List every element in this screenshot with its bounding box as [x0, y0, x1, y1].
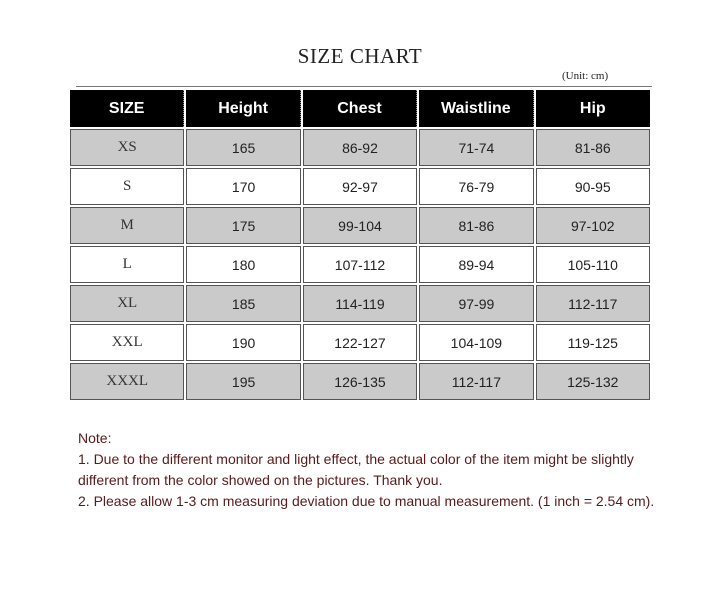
chest-cell: 126-135 — [303, 363, 417, 400]
size-chart-table — [68, 88, 652, 402]
note-section — [78, 428, 658, 512]
hip-cell: 90-95 — [536, 168, 650, 205]
size-cell: XXL — [70, 324, 184, 361]
size-cell: XL — [70, 285, 184, 322]
table-row — [70, 246, 650, 283]
note-item-color: 1. Due to the different monitor and light effect, the actual color of the item might be slightly different from the color showed on the pictures. Thank you. — [78, 451, 634, 488]
header-waistline: Waistline — [419, 90, 533, 127]
chest-cell: 99-104 — [303, 207, 417, 244]
waistline-cell: 112-117 — [419, 363, 533, 400]
size-cell: XXXL — [70, 363, 184, 400]
table-row — [70, 324, 650, 361]
hip-cell: 97-102 — [536, 207, 650, 244]
hip-cell: 119-125 — [536, 324, 650, 361]
waistline-cell: 104-109 — [419, 324, 533, 361]
height-cell: 195 — [186, 363, 300, 400]
waistline-cell: 76-79 — [419, 168, 533, 205]
table-row — [70, 207, 650, 244]
height-cell: 170 — [186, 168, 300, 205]
height-cell: 185 — [186, 285, 300, 322]
note-item-measurement: 2. Please allow 1-3 cm measuring deviation due to manual measurement. (1 inch = 2.54 cm). — [78, 493, 655, 509]
hip-cell: 125-132 — [536, 363, 650, 400]
header-hip: Hip — [536, 90, 650, 127]
chest-cell: 92-97 — [303, 168, 417, 205]
waistline-cell: 97-99 — [419, 285, 533, 322]
table-row — [70, 129, 650, 166]
hip-cell: 81-86 — [536, 129, 650, 166]
height-cell: 175 — [186, 207, 300, 244]
unit-label: (Unit: cm) — [562, 70, 609, 82]
waistline-cell: 89-94 — [419, 246, 533, 283]
chest-cell: 122-127 — [303, 324, 417, 361]
size-cell: S — [70, 168, 184, 205]
header-size: SIZE — [70, 90, 184, 127]
waistline-cell: 81-86 — [419, 207, 533, 244]
table-header-row — [70, 90, 650, 127]
note-heading: Note: — [78, 430, 112, 446]
size-cell: XS — [70, 129, 184, 166]
chest-cell: 86-92 — [303, 129, 417, 166]
height-cell: 190 — [186, 324, 300, 361]
height-cell: 180 — [186, 246, 300, 283]
hip-cell: 105-110 — [536, 246, 650, 283]
chest-cell: 107-112 — [303, 246, 417, 283]
hip-cell: 112-117 — [536, 285, 650, 322]
table-row — [70, 363, 650, 400]
header-chest: Chest — [303, 90, 417, 127]
height-cell: 165 — [186, 129, 300, 166]
header-height: Height — [186, 90, 300, 127]
table-row — [70, 285, 650, 322]
table-row — [70, 168, 650, 205]
title-divider — [76, 86, 652, 87]
waistline-cell: 71-74 — [419, 129, 533, 166]
size-cell: L — [70, 246, 184, 283]
page-title: SIZE CHART — [297, 44, 423, 68]
size-cell: M — [70, 207, 184, 244]
chest-cell: 114-119 — [303, 285, 417, 322]
